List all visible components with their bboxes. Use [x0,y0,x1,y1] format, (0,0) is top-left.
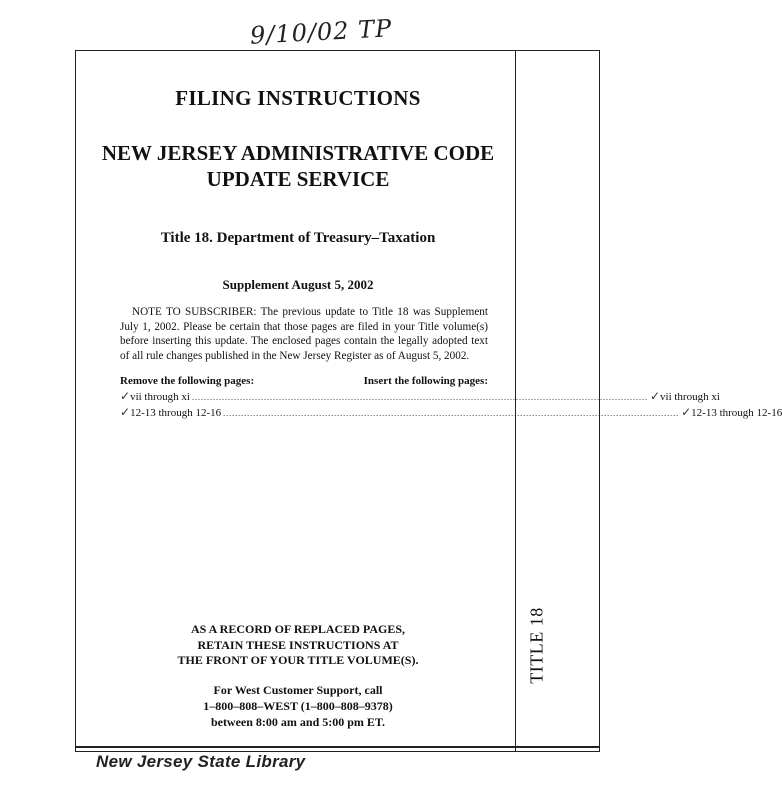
title-tab [518,590,556,700]
insert-pages-label: Insert the following pages: [363,375,488,388]
page-title: FILING INSTRUCTIONS [175,86,421,110]
record-notice [100,622,496,669]
pages-header [120,375,488,387]
code-heading [80,141,516,192]
check-mark-icon: ✓ [120,389,131,404]
handwritten-date: 9/10/02 TP [249,14,393,50]
remove-pages-value: vii through xi [130,391,190,404]
support-hours: between 8:00 am and 5:00 pm ET. [210,715,386,730]
supplement-date: Supplement August 5, 2002 [222,277,374,293]
insert-pages-value: vii through xi [660,391,720,404]
check-mark-icon: ✓ [681,405,692,420]
remove-pages-label: Remove the following pages: [120,375,255,388]
page-row [120,405,782,420]
support-phone: 1–800–808–WEST (1–800–808–9378) [203,699,393,714]
record-line2: RETAIN THESE INSTRUCTIONS AT [197,637,399,652]
code-heading-line2: UPDATE SERVICE [206,166,390,191]
dot-leader: ........................................................................................................................................................ [223,409,680,419]
check-mark-icon: ✓ [649,389,661,404]
title-line: Title 18. Department of Treasury–Taxation [160,230,436,247]
support-line1: For West Customer Support, call [213,683,383,697]
bottom-rule [75,746,600,748]
remove-pages-value: 12-13 through 12-16 [130,407,222,420]
dot-leader: ........................................................................................................................................................ [191,393,648,403]
code-heading-line1: NEW JERSEY ADMINISTRATIVE CODE [101,141,495,165]
library-stamp: New Jersey State Library [96,752,306,771]
subscriber-note: NOTE TO SUBSCRIBER: The previous update to Title 18 was Supplement July 1, 2002. Please be certain that those pages are filed in your Title volume(s) before inserting this update. The enclosed pages contain the legally adopted text of all rule changes published in the New Jersey Register as of August 5, 2002. [120,306,488,362]
record-line1: AS A RECORD OF REPLACED PAGES, [190,622,406,636]
insert-pages-value: 12-13 through 12-16 [691,407,782,420]
page-row [120,389,720,404]
main-content [100,86,782,420]
record-line3: THE FRONT OF YOUR TITLE VOLUME(S). [177,653,419,668]
customer-support [100,682,496,731]
title-tab-label: TITLE 18 [526,606,547,684]
check-mark-icon: ✓ [120,405,131,420]
